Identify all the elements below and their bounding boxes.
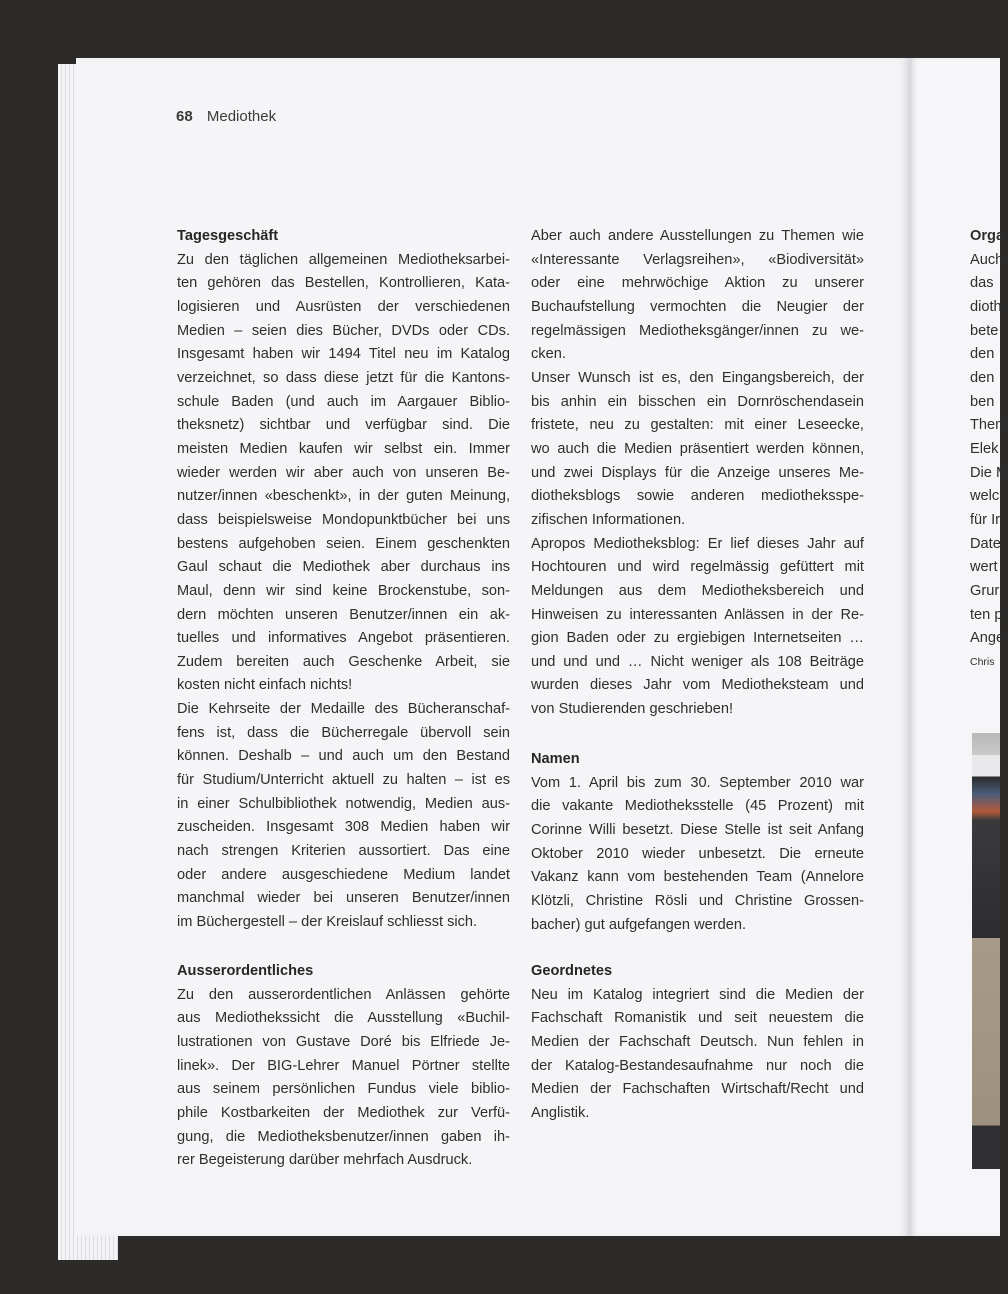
text-line: Neu im Katalog integriert sind die Medien der bbox=[531, 986, 864, 1003]
text-line: nach strengen Kriterien aussortiert. Das eine bbox=[177, 843, 510, 860]
library-photo bbox=[972, 733, 1000, 1169]
text-line: Hinweisen zu interessanten Anlässen in der Re- bbox=[531, 606, 864, 623]
text-line: oder eine mehrwöchige Aktion zu unserer bbox=[531, 275, 864, 292]
text-line: Anglistik. bbox=[531, 1104, 590, 1121]
text-line: dern möchten unseren Benutzer/innen ein ak- bbox=[177, 606, 510, 623]
text-line: fristete, neu zu gestalten: mit einer Leseecke, bbox=[531, 417, 864, 434]
text-line: Unser Wunsch ist es, den Eingangsbereich, der bbox=[531, 369, 864, 386]
text-line: können. Deshalb – und auch um den Bestand bbox=[177, 748, 510, 765]
section-ausstellungen bbox=[531, 225, 864, 722]
text-line: ten gehören das Bestellen, Kontrollieren, Kata- bbox=[177, 275, 510, 292]
text-line: und und und … Nicht weniger als 108 Beiträge bbox=[531, 653, 864, 670]
text-line: Fachschaft Romanistik und seit neuestem die bbox=[531, 1010, 864, 1027]
text-line: tuelles und informatives Angebot präsentieren. bbox=[177, 630, 510, 647]
text-line: Corinne Willi besetzt. Diese Stelle ist seit Anfang bbox=[531, 821, 864, 838]
text-line: logisieren und Ausrüsten der verschiedenen bbox=[177, 298, 510, 315]
page-number: 68 bbox=[176, 108, 193, 125]
facing-caption: Chris bbox=[970, 655, 995, 668]
text-line: von Studierenden geschrieben! bbox=[531, 701, 734, 718]
text-line: Meldungen aus dem Mediotheksbereich und bbox=[531, 582, 864, 599]
section-heading: Ausserordentliches bbox=[177, 963, 314, 979]
section-title: Mediothek bbox=[206, 108, 277, 125]
facing-text-line: Ange bbox=[970, 630, 1005, 647]
text-line: «Interessante Verlagsreihen», «Biodiversität» bbox=[531, 251, 864, 268]
facing-text-line: ten p bbox=[970, 606, 1003, 623]
section-geordnetes bbox=[531, 960, 864, 1126]
text-line: Zu den täglichen allgemeinen Mediotheksarbei- bbox=[177, 251, 510, 268]
text-line: wieder werden wir aber auch von unseren Be- bbox=[177, 464, 510, 481]
text-line: Hochtouren und wird regelmässig gefüttert mit bbox=[531, 559, 864, 576]
text-line: nutzer/innen «beschenkt», in der guten Meinung, bbox=[177, 488, 510, 505]
text-line: Klötzli, Christine Rösli und Christine Grossen- bbox=[531, 892, 864, 909]
text-line: zifischen Informationen. bbox=[531, 511, 686, 528]
facing-text-line: Grur bbox=[970, 582, 1000, 599]
text-line: gion Baden oder zu ergiebigen Internetseiten … bbox=[531, 630, 864, 647]
text-line: cken. bbox=[531, 346, 566, 363]
facing-text-line: das bbox=[970, 275, 994, 292]
text-line: Maul, denn wir sind keine Brockenstube, son- bbox=[177, 582, 510, 599]
facing-text-line: Elek bbox=[970, 440, 999, 457]
section-namen bbox=[531, 748, 864, 937]
text-line: Apropos Mediotheksblog: Er lief dieses Jahr auf bbox=[531, 535, 864, 552]
facing-heading: Orga bbox=[970, 228, 1005, 244]
section-heading: Geordnetes bbox=[531, 963, 613, 979]
facing-text-line: Them bbox=[970, 417, 1008, 434]
facing-text-line: ben bbox=[970, 393, 995, 410]
text-line: bestens aufgehoben seien. Einem geschenkten bbox=[177, 535, 510, 552]
text-line: und zwei Displays für die Anzeige unseres Me- bbox=[531, 464, 864, 481]
text-line: Insgesamt haben wir 1494 Titel neu im Katalog bbox=[177, 346, 510, 363]
text-line: manchmal wieder bei unseren Benutzer/innen bbox=[177, 890, 510, 907]
text-line: oder andere ausgeschiedene Medium landet bbox=[177, 866, 510, 883]
text-line: diotheksblogs sowie anderen mediotheksspe- bbox=[531, 488, 864, 505]
text-line: bis anhin ein bisschen ein Dornröschendasein bbox=[531, 393, 864, 410]
facing-text-line: Auch bbox=[970, 251, 1004, 268]
text-line: phile Kostbarkeiten der Mediothek zur Verfü- bbox=[177, 1104, 510, 1121]
section-heading: Namen bbox=[531, 751, 580, 767]
section-heading: Tagesgeschäft bbox=[177, 228, 279, 244]
text-line: verzeichnet, so dass diese jetzt für die Kantons- bbox=[177, 369, 510, 386]
facing-text-line: wert bbox=[970, 559, 998, 576]
text-line: wo auch die Medien präsentiert werden können, bbox=[531, 440, 864, 457]
facing-text-line: Die M bbox=[970, 464, 1008, 481]
text-line: Zudem bereiten auch Geschenke Arbeit, sie bbox=[177, 653, 510, 670]
text-line: Medien – seien dies Bücher, DVDs oder CDs. bbox=[177, 322, 510, 339]
text-line: der Katalog-Bestandesaufnahme nur noch die bbox=[531, 1057, 864, 1074]
facing-text-line: bete bbox=[970, 322, 999, 339]
text-line: fens ist, dass die Bücherregale übervoll sein bbox=[177, 724, 510, 741]
facing-text-line: dioth bbox=[970, 298, 1002, 315]
facing-text-line: den bbox=[970, 346, 995, 363]
text-line: zuscheiden. Insgesamt 308 Medien haben wir bbox=[177, 819, 510, 836]
text-line: theksnetz) sichtbar und verfügbar sind. Die bbox=[177, 417, 510, 434]
text-line: wurden dieses Jahr vom Mediotheksteam und bbox=[531, 677, 864, 694]
text-line: Aber auch andere Ausstellungen zu Themen wie bbox=[531, 228, 864, 244]
text-line: schule Baden (und auch im Aargauer Biblio- bbox=[177, 393, 510, 410]
facing-page-text bbox=[970, 225, 1008, 674]
text-line: dass beispielsweise Mondopunktbücher bei uns bbox=[177, 511, 510, 528]
facing-text-line: Date bbox=[970, 535, 1001, 552]
text-line: bacher) gut aufgefangen werden. bbox=[531, 916, 747, 933]
running-head bbox=[176, 108, 276, 125]
text-line: Medien der Fachschaft Deutsch. Nun fehlen in bbox=[531, 1033, 864, 1050]
text-line: für Studium/Unterricht aktuell zu halten – ist es bbox=[177, 772, 510, 789]
text-line: aus seinem persönlichen Fundus viele biblio- bbox=[177, 1081, 510, 1098]
text-line: gung, die Mediotheksbenutzer/innen gaben ih- bbox=[177, 1128, 510, 1145]
text-line: regelmässigen Mediotheksgänger/innen zu we- bbox=[531, 322, 864, 339]
text-line: Die Kehrseite der Medaille des Bücheranschaf- bbox=[177, 701, 510, 718]
facing-text-line: für Ir bbox=[970, 511, 1000, 528]
text-line: Vom 1. April bis zum 30. September 2010 war bbox=[531, 774, 864, 791]
facing-text-line: den bbox=[970, 369, 995, 386]
text-line: rer Begeisterung darüber mehrfach Ausdruck. bbox=[177, 1152, 473, 1169]
text-line: Medien der Fachschaften Wirtschaft/Recht und bbox=[531, 1081, 864, 1098]
facing-text-line: welc bbox=[970, 488, 1000, 505]
text-line: Vakanz kann vom bestehenden Team (Annelore bbox=[531, 869, 864, 886]
text-line: die vakante Mediotheksstelle (45 Prozent) mit bbox=[531, 798, 864, 815]
text-line: in einer Schulbibliothek notwendig, Medien aus- bbox=[177, 795, 510, 812]
text-line: Oktober 2010 wieder unbesetzt. Die erneute bbox=[531, 845, 864, 862]
text-line: linek». Der BIG-Lehrer Manuel Pörtner stellte bbox=[177, 1057, 510, 1074]
text-line: Zu den ausserordentlichen Anlässen gehörte bbox=[177, 986, 510, 1003]
section-tagesgeschaeft bbox=[177, 225, 510, 935]
text-line: Buchaufstellung vermochten die Neugier der bbox=[531, 298, 864, 315]
text-line: kosten nicht einfach nichts! bbox=[177, 677, 353, 694]
text-line: meisten Medien kaufen wir selbst ein. Immer bbox=[177, 440, 510, 457]
text-line: Gaul schaut die Mediothek aber durchaus ins bbox=[177, 559, 510, 576]
text-line: lustrationen von Gustave Doré bis Elfriede Je- bbox=[177, 1033, 510, 1050]
text-line: aus Mediothekssicht die Ausstellung «Buchil- bbox=[177, 1010, 510, 1027]
text-line: im Büchergestell – der Kreislauf schliesst sich. bbox=[177, 914, 478, 931]
section-ausserordentliches bbox=[177, 960, 510, 1173]
